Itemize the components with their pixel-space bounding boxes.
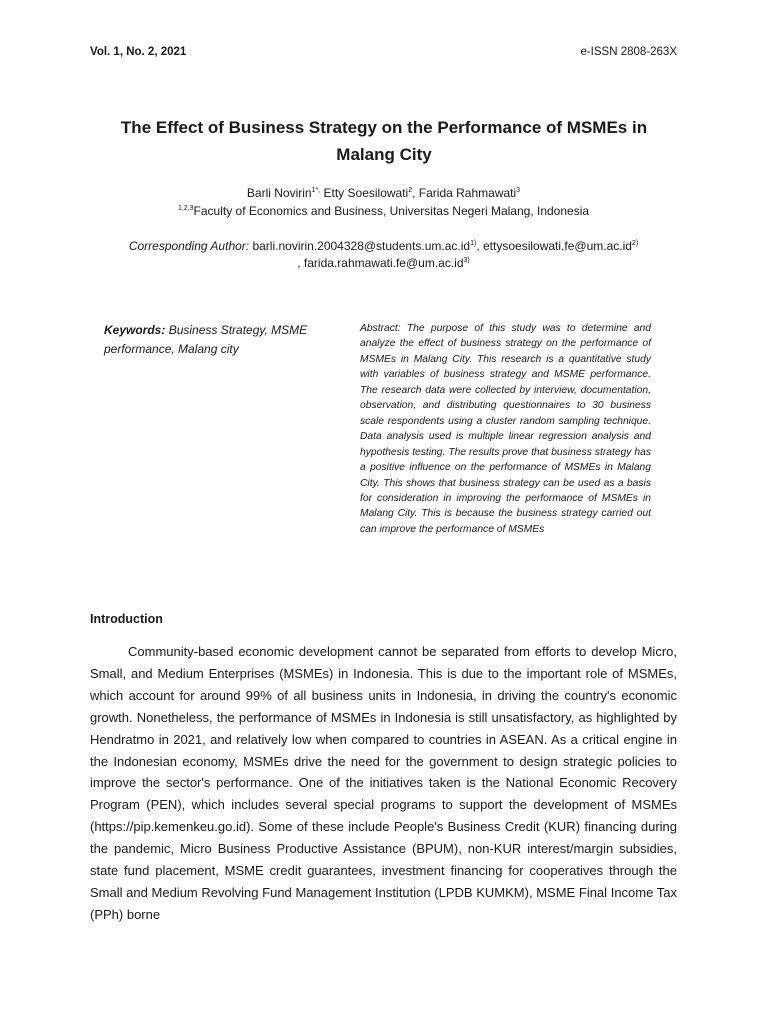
email-marker: 1) — [470, 240, 477, 247]
email-link[interactable]: barli.novirin.2004328@students.um.ac.id — [249, 239, 471, 253]
keywords-block — [104, 321, 334, 359]
email-marker: 2) — [631, 240, 639, 247]
corresponding-label: Corresponding Author: — [128, 239, 250, 253]
paper-title: The Effect of Business Strategy on the Performance of MSMEs in Malang City — [120, 118, 648, 164]
section-heading-introduction: Introduction — [90, 612, 163, 626]
keywords-text: Business Strategy, MSME performance, Malang city — [104, 323, 308, 356]
author-name: Etty Soesilowati — [320, 186, 409, 200]
author-marker: 3 — [516, 187, 521, 194]
author-list — [90, 186, 677, 200]
email-marker: 3) — [463, 257, 470, 264]
affiliation-text: Faculty of Economics and Business, Universitas Negeri Malang, Indonesia — [193, 204, 590, 218]
running-header — [90, 46, 677, 58]
email-link[interactable]: , ettysoesilowati.fe@um.ac.id — [476, 239, 632, 253]
author-name: Barli Novirin — [246, 186, 312, 200]
corresponding-author — [90, 238, 677, 272]
keywords-label: Keywords: — [104, 323, 166, 337]
affiliation-marker: 1,2,3 — [177, 205, 194, 212]
author-marker: 1*, — [311, 187, 321, 194]
email-link[interactable]: , farida.rahmawati.fe@um.ac.id — [297, 256, 464, 270]
author-marker: 2 — [408, 187, 413, 194]
abstract-text: Abstract: The purpose of this study was to determine and analyze the effect of business strategy on the performance of MSMEs in Malang City. This research is a quantitative study with variables of business strategy and MSME performance. The research data were collected by interview, documentation, observation, and distributing questionnaires to 30 business scale respondents using a cluster random sampling technique. Data analysis used is multiple linear regression analysis and hypothesis testing. The results prove that business strategy has a positive influence on the performance of MSMEs in Malang City. This shows that business strategy can be used as a basis for consideration in improving the performance of MSMEs in Malang City. This is because the business strategy carried out can improve the performance of MSMEs — [360, 323, 651, 535]
introduction-paragraph: Community-based economic development cannot be separated from efforts to develop Micro, Small, and Medium Enterprises (MSMEs) in Indonesia. This is due to the important role of MSMEs, which account for around 99% of all business units in Indonesia, in driving the country's economic growth. Nonetheless, the performance of MSMEs in Indonesia is still unsatisfactory, as highlighted by Hendratmo in 2021, and relatively low when compared to countries in ASEAN. As a critical engine in the Indonesian economy, MSMEs drive the need for the government to design strategic policies to improve the sector's performance. One of the initiatives taken is the National Economic Recovery Program (PEN), which includes several special programs to support the development of MSMEs (https://pip.kemenkeu.go.id). Some of these include People's Business Credit (KUR) financing during the pandemic, Micro Business Productive Assistance (BPUM), non-KUR interest/margin subsidies, state fund placement, MSME credit guarantees, investment financing for cooperatives through the Small and Medium Revolving Fund Management Institution (LPDB KUMKM), MSME Final Income Tax (PPh) borne — [90, 644, 677, 922]
author-name: , Farida Rahmawati — [412, 186, 517, 200]
journal-volume: Vol. 1, No. 2, 2021 — [90, 46, 187, 58]
affiliation — [90, 204, 677, 218]
journal-issn: e-ISSN 2808-263X — [580, 46, 677, 58]
